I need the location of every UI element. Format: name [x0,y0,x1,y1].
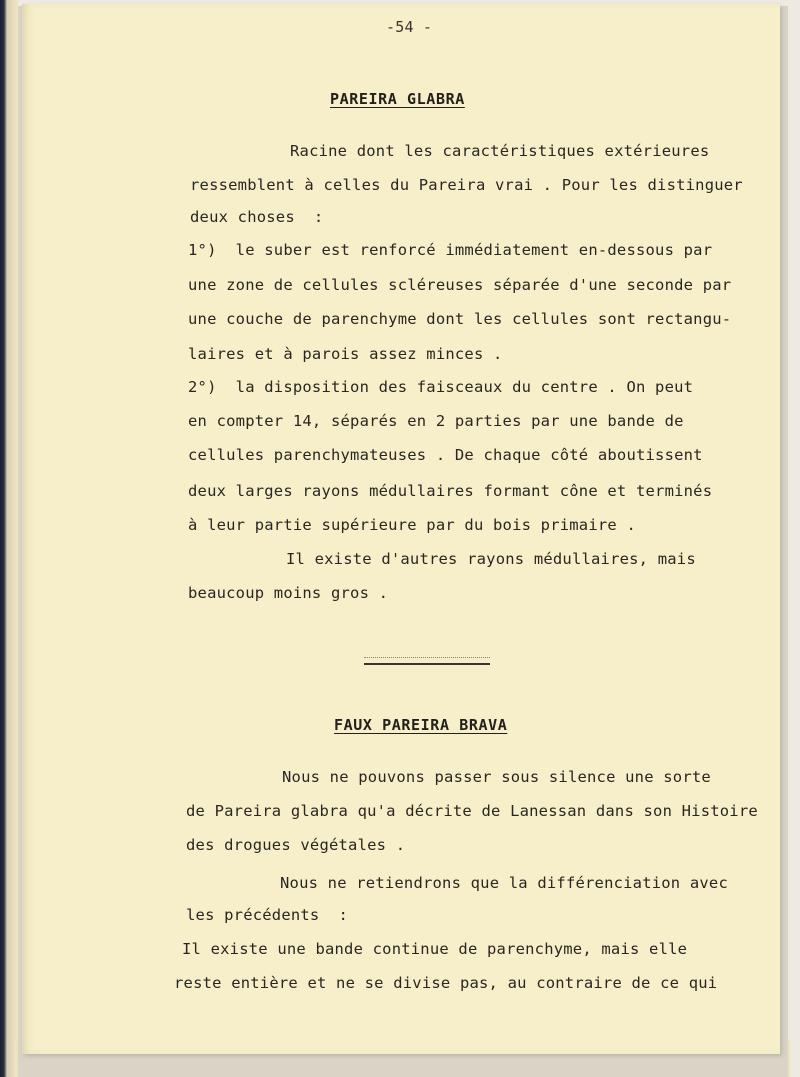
text-line: Nous ne pouvons passer sous silence une sorte [282,768,711,786]
text-line: à leur partie supérieure par du bois primaire . [188,516,636,534]
text-line: en compter 14, séparés en 2 parties par une bande de [188,412,684,430]
section-heading-pareira-glabra: PAREIRA GLABRA [330,90,465,108]
text-line: de Pareira glabra qu'a décrite de Lanessan dans son Histoire [186,802,758,820]
text-line: Il existe une bande continue de parenchyme, mais elle [182,940,688,958]
text-line: Nous ne retiendrons que la différenciation avec [280,874,728,892]
text-line: les précédents : [186,906,349,924]
text-line: deux larges rayons médullaires formant cône et terminés [188,482,713,500]
binder-edge [0,0,18,1077]
text-line: reste entière et ne se divise pas, au contraire de ce qui [174,974,718,992]
text-line: laires et à parois assez minces . [188,345,503,363]
text-line: cellules parenchymateuses . De chaque côté aboutissent [188,446,703,464]
text-line: deux choses : [190,208,324,226]
text-line: 1°) le suber est renforcé immédiatement en-dessous par [188,241,713,259]
text-line: une couche de parenchyme dont les cellules sont rectangu- [188,310,732,328]
typed-page [22,4,780,1054]
text-line: une zone de cellules scléreuses séparée d'une seconde par [188,276,732,294]
text-line: beaucoup moins gros . [188,584,389,602]
text-line: Il existe d'autres rayons médullaires, mais [286,550,696,568]
section-heading-faux-pareira-brava: FAUX PAREIRA BRAVA [334,716,508,734]
text-line: Racine dont les caractéristiques extérieures [290,142,710,160]
text-line: 2°) la disposition des faisceaux du centre . On peut [188,378,694,396]
text-line: ressemblent à celles du Pareira vrai . Pour les distinguer [190,176,743,194]
page-number: -54 - [386,18,433,36]
section-separator [364,663,490,665]
separator-dotted-rule [364,657,490,659]
text-line: des drogues végétales . [186,836,406,854]
